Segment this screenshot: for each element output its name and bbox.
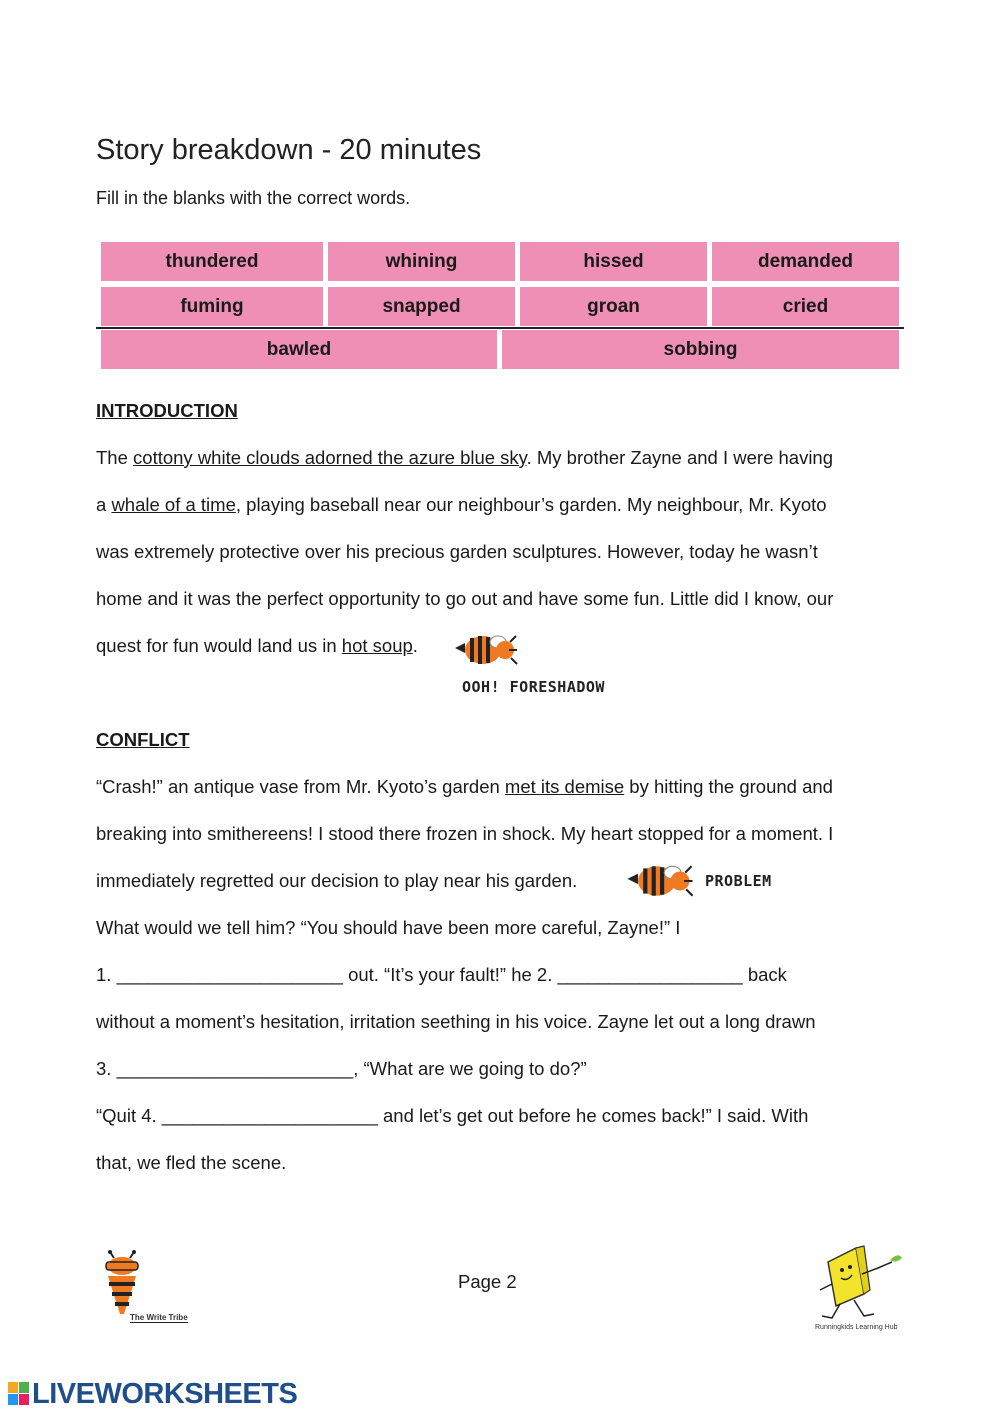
word-bank-cell: whining xyxy=(328,242,515,281)
liveworksheets-logo[interactable]: LIVEWORKSHEETS xyxy=(32,1378,298,1410)
introduction-heading: INTRODUCTION xyxy=(96,400,238,421)
write-tribe-logo-text: The Write Tribe xyxy=(130,1313,188,1322)
instruction-text: Fill in the blanks with the correct words. xyxy=(96,188,411,208)
liveworksheets-icon xyxy=(8,1382,30,1406)
word-bank-cell: sobbing xyxy=(502,330,899,369)
conflict-heading: CONFLICT xyxy=(96,729,190,750)
word-bank-cell: demanded xyxy=(712,242,899,281)
conflict-line-6: without a moment’s hesitation, irritation seething in his voice. Zayne let out a long drawn xyxy=(96,1011,816,1032)
conflict-line-9: that, we fled the scene. xyxy=(96,1152,287,1173)
page-number: Page 2 xyxy=(458,1271,517,1292)
conflict-line-1: “Crash!” an antique vase from Mr. Kyoto’s garden met its demise by hitting the ground and xyxy=(96,776,833,797)
foreshadow-label: OOH! FORESHADOW xyxy=(462,678,605,696)
intro-line-2: a whale of a time, playing baseball near our neighbour’s garden. My neighbour, Mr. Kyoto xyxy=(96,494,827,515)
intro-line-4: home and it was the perfect opportunity to go out and have some fun. Little did I know, our xyxy=(96,588,834,609)
problem-label: PROBLEM xyxy=(705,872,772,890)
blank-line-4[interactable]: “Quit 4. _____________________ and let’s get out before he comes back!” I said. With xyxy=(96,1105,809,1126)
table-divider xyxy=(96,327,904,329)
page-title: Story breakdown - 20 minutes xyxy=(96,134,482,166)
blank-line-1[interactable]: 1. ______________________ out. “It’s your fault!” he 2. __________________ back xyxy=(96,964,787,985)
conflict-line-3: immediately regretted our decision to play near his garden. xyxy=(96,870,578,891)
running-book-logo-text: Runningkids Learning Hub xyxy=(815,1324,898,1331)
word-bank-cell: groan xyxy=(520,287,707,326)
intro-line-3: was extremely protective over his precious garden sculptures. However, today he wasn’t xyxy=(96,541,818,562)
word-bank-cell: fuming xyxy=(101,287,323,326)
word-bank-cell: cried xyxy=(712,287,899,326)
word-bank-cell: bawled xyxy=(101,330,497,369)
intro-line-5: quest for fun would land us in hot soup. xyxy=(96,635,418,656)
conflict-line-4: What would we tell him? “You should have been more careful, Zayne!” I xyxy=(96,917,681,938)
word-bank-cell: thundered xyxy=(101,242,323,281)
word-bank-cell: snapped xyxy=(328,287,515,326)
write-tribe-bee-logo xyxy=(100,1250,150,1322)
intro-line-1: The cottony white clouds adorned the azure blue sky. My brother Zayne and I were having xyxy=(96,447,834,468)
blank-line-3[interactable]: 3. _______________________, “What are we going to do?” xyxy=(96,1058,587,1079)
bee-icon xyxy=(625,860,695,902)
conflict-line-2: breaking into smithereens! I stood there frozen in shock. My heart stopped for a moment. I xyxy=(96,823,834,844)
running-book-logo xyxy=(812,1244,904,1322)
bee-icon xyxy=(453,630,519,670)
word-bank-cell: hissed xyxy=(520,242,707,281)
